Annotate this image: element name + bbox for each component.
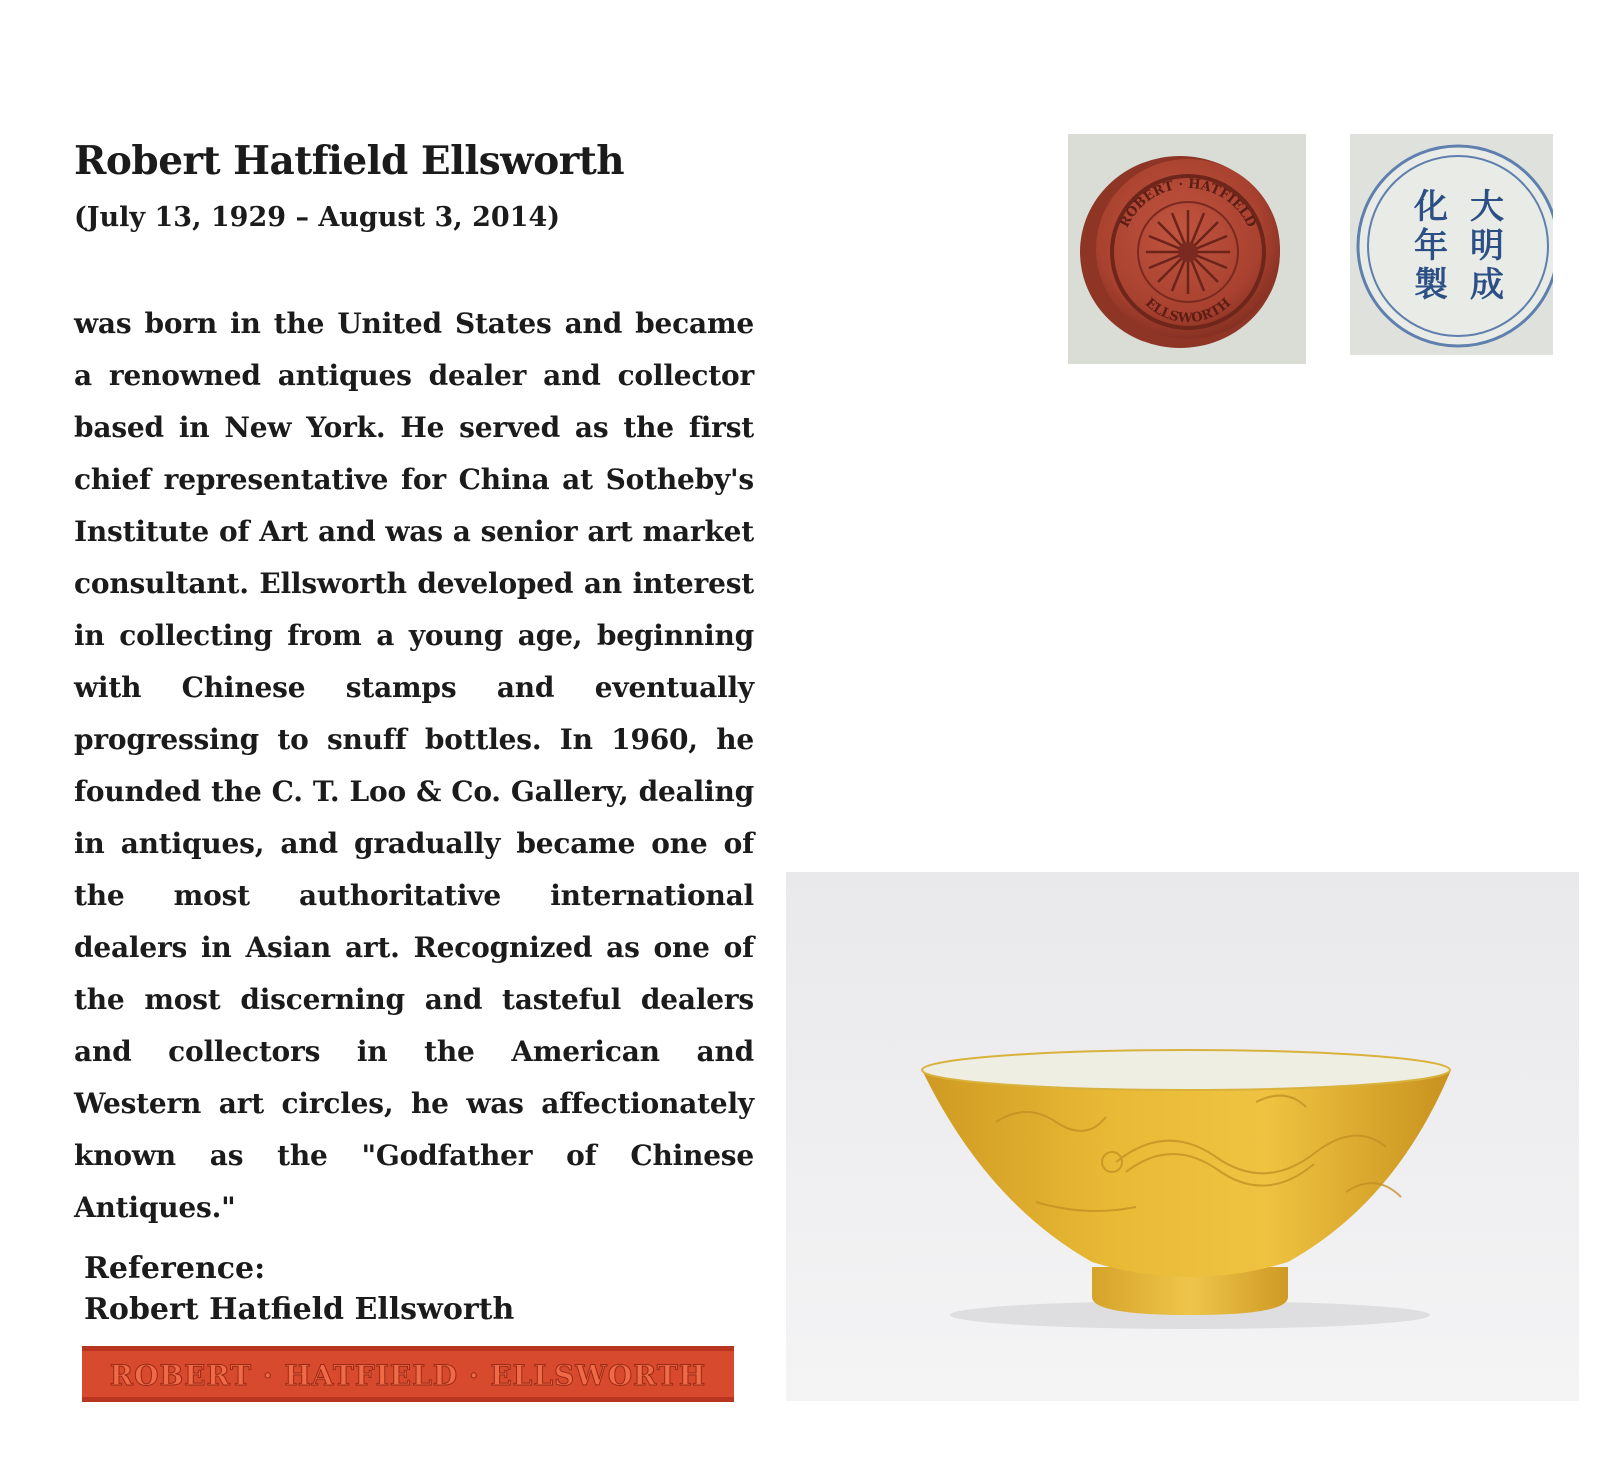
wax-seal-image [1068, 134, 1306, 364]
seal-top-text: ROBERT · HATFIELD [1117, 176, 1259, 230]
reference-label: Reference: [84, 1251, 266, 1286]
seal-center [1178, 242, 1198, 262]
bowl-interior [922, 1050, 1450, 1090]
reign-char: 年 [1414, 226, 1448, 266]
stamp-strip-text: ROBERT · HATFIELD · ELLSWORTH [109, 1359, 707, 1392]
reign-char: 製 [1414, 265, 1448, 305]
person-name: Robert Hatfield Ellsworth [74, 138, 625, 184]
reign-mark-image [1350, 134, 1553, 355]
reference-value: Robert Hatfield Ellsworth [84, 1292, 515, 1327]
reign-mark-characters [1350, 134, 1553, 355]
life-dates: (July 13, 1929 – August 3, 2014) [74, 202, 561, 233]
stamp-strip-graphic [82, 1346, 734, 1402]
biography-text: was born in the United States and became a renowned antiques dealer and collector based in New York. He served as the first chief representative for China at Sotheby's Institute of Art and was a senior art market consultant. Ellsworth developed an interest in collecting from a young age, beginning with Chinese stamps and eventually progressing to snuff bottles. In 1960, he founded the C. T. Loo & Co. Gallery, dealing in antiques, and gradually became one of the most authoritative international dealers in Asian art. Recognized as one of the most discerning and tasteful dealers and collectors in the American and Western art circles, he was affectionately known as the "Godfather of Chinese Antiques." [74, 307, 754, 1224]
reign-char: 化 [1414, 187, 1448, 227]
reign-char: 成 [1470, 265, 1504, 305]
yellow-bowl-image [786, 872, 1579, 1401]
wax-seal-graphic [1068, 134, 1306, 364]
bowl-graphic [786, 872, 1579, 1401]
seal-bottom-text: ELLSWORTH [1142, 295, 1234, 327]
reign-char: 明 [1470, 226, 1504, 266]
reference-block [84, 1248, 514, 1330]
red-stamp-strip [82, 1346, 734, 1402]
reign-char: 大 [1470, 187, 1504, 227]
